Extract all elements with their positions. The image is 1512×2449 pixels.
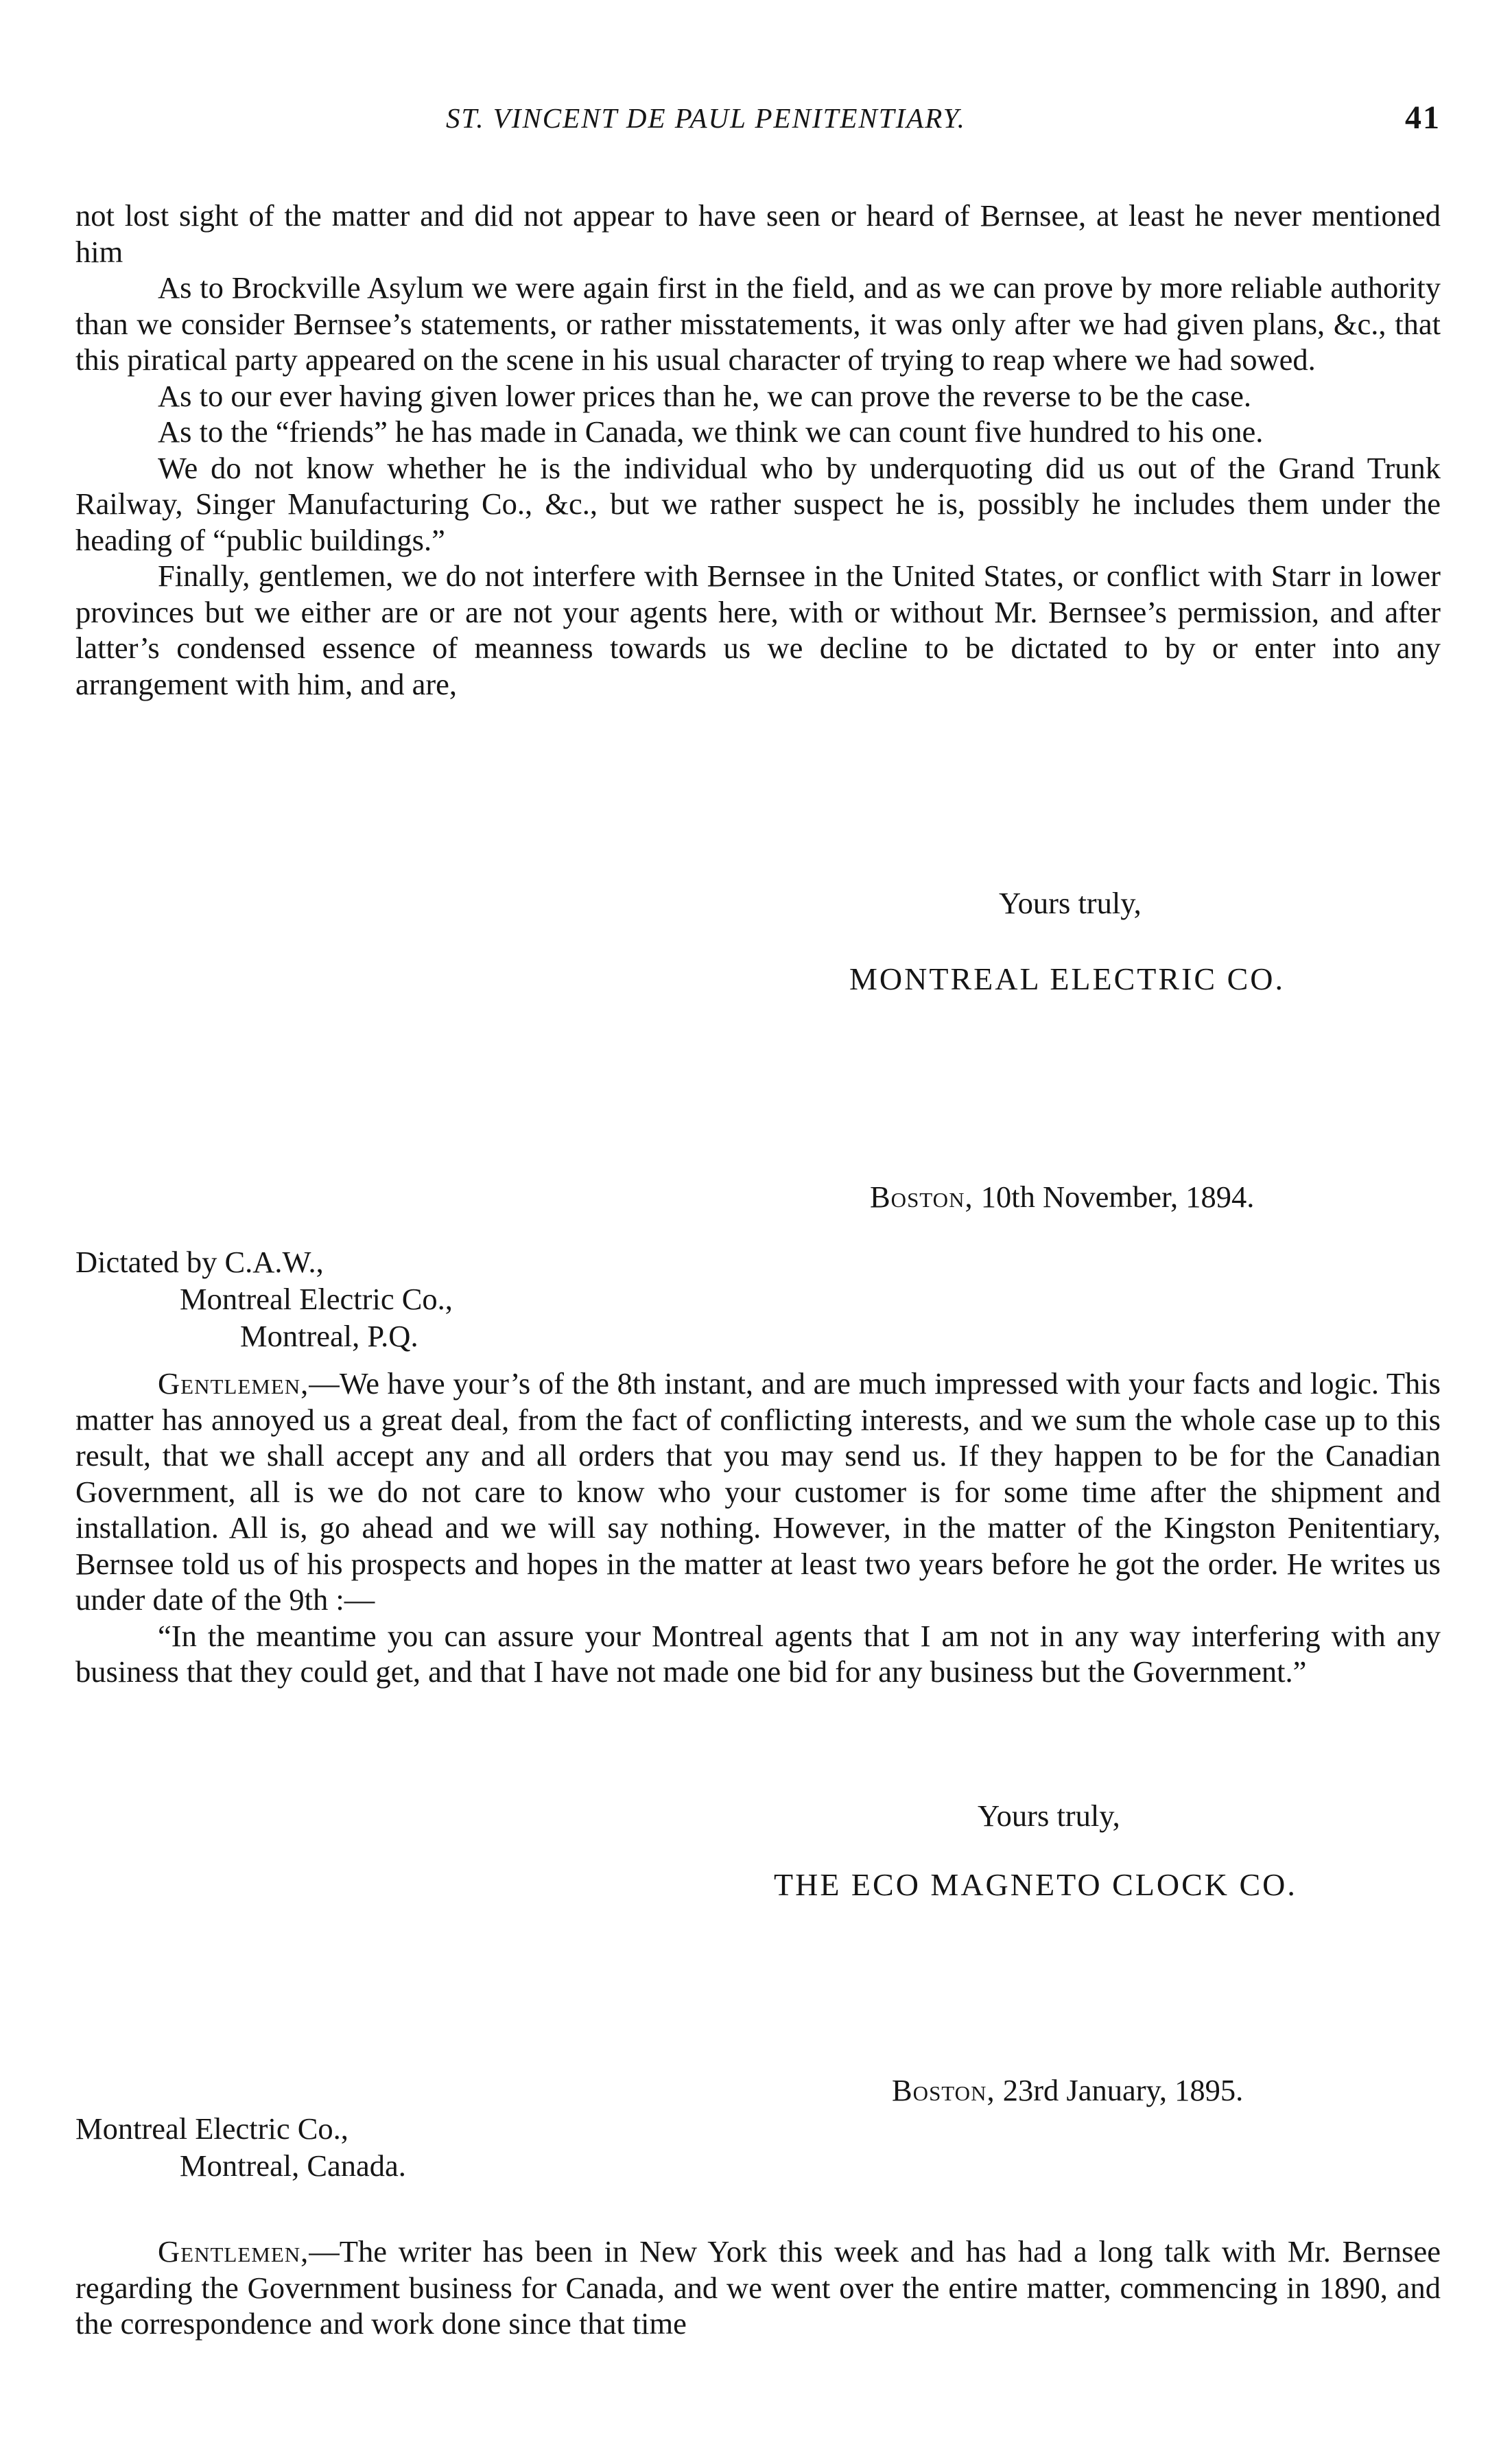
quotation: “In the meantime you can assure your Montreal agents that I am not in any way interfering with any business that they could get, and that I have not made one bid for any business but the Government.”	[75, 1618, 1441, 1689]
dateline-date: 10th November, 1894.	[980, 1180, 1255, 1214]
page-number: 41	[1405, 99, 1441, 136]
letter-1-body	[75, 198, 1441, 702]
address-line: Montreal Electric Co.,	[75, 2111, 349, 2146]
letter-text: —The writer has been in New York this week and has had a long talk with Mr. Bernsee regarding the Government business for Canada, and we went over the entire matter, commencing in 1890, and the correspondence and work done since that time	[75, 2234, 1441, 2341]
paragraph: We do not know whether he is the individual who by underquoting did us out of the Grand Trunk Railway, Singer Manufacturing Co., &c., but we rather suspect he is, possibly he includes them under the heading of “public buildings.”	[75, 450, 1441, 557]
paragraph: As to the “friends” he has made in Canada, we think we can count five hundred to his one.	[158, 414, 1264, 449]
letter-2-dateline	[870, 1179, 1254, 1215]
document-page	[75, 0, 1441, 2449]
paragraph: As to Brockville Asylum we were again first in the field, and as we can prove by more reliable authority than we consider Bernsee’s statements, or rather misstatements, it was only after we had given plans, &c., that this piratical party appeared on the scene in his usual character of trying to reap where we had sowed.	[75, 270, 1441, 377]
letter-3-body	[75, 2234, 1441, 2342]
address-line: Montreal Electric Co.,	[180, 1282, 453, 1316]
running-header	[75, 99, 1441, 143]
paragraph: Finally, gentlemen, we do not interfere with Bernsee in the United States, or conflict with Starr in lower provinces but we either are or are not your agents here, with or without Mr. Bernsee’s permission, and after latter’s condensed essence of meanness towards us we decline to be dictated to by or enter into any arrangement with him, and are,	[75, 559, 1441, 701]
letter-1-signature: MONTREAL ELECTRIC CO.	[849, 961, 1285, 996]
letter-2-address	[75, 1243, 453, 1355]
letter-1-closing: Yours truly,	[999, 886, 1142, 920]
paragraph: As to our ever having given lower prices than he, we can prove the reverse to be the case.	[158, 378, 1251, 413]
letter-2-closing: Yours truly,	[978, 1798, 1120, 1833]
letter-3-address	[75, 2110, 406, 2184]
salutation: Gentlemen,	[158, 2234, 309, 2269]
paragraph: not lost sight of the matter and did not appear to have seen or heard of Bernsee, at least he never mentioned him	[75, 198, 1441, 269]
letter-2-signature: THE ECO MAGNETO CLOCK CO.	[774, 1867, 1297, 1902]
salutation: Gentlemen,	[158, 1366, 309, 1401]
paragraph	[75, 1366, 1441, 1618]
running-title: ST. VINCENT DE PAUL PENITENTIARY.	[446, 102, 966, 134]
dateline-date: 23rd January, 1895.	[1002, 2073, 1244, 2107]
dateline-place: Boston,	[892, 2073, 995, 2107]
address-line: Dictated by C.A.W.,	[75, 1245, 324, 1279]
paragraph	[75, 2234, 1441, 2342]
letter-3-dateline	[892, 2072, 1243, 2108]
address-line: Montreal, P.Q.	[240, 1319, 418, 1353]
address-line: Montreal, Canada.	[180, 2148, 406, 2183]
letter-2-body	[75, 1366, 1441, 1690]
dateline-place: Boston,	[870, 1180, 973, 1214]
letter-text: —We have your’s of the 8th instant, and are much impressed with your facts and logic. This matter has annoyed us a great deal, from the fact of conflicting interests, and we sum the whole case up to this result, that we shall accept any and all orders that you may send us. If they happen to be for the Canadian Government, all is we do not care to know who your customer is for some time after the shipment and installation. All is, go ahead and we will say nothing. However, in the matter of the Kingston Penitentiary, Bernsee told us of his prospects and hopes in the matter at least two years before he got the order. He writes us under date of the 9th :—	[75, 1366, 1441, 1617]
